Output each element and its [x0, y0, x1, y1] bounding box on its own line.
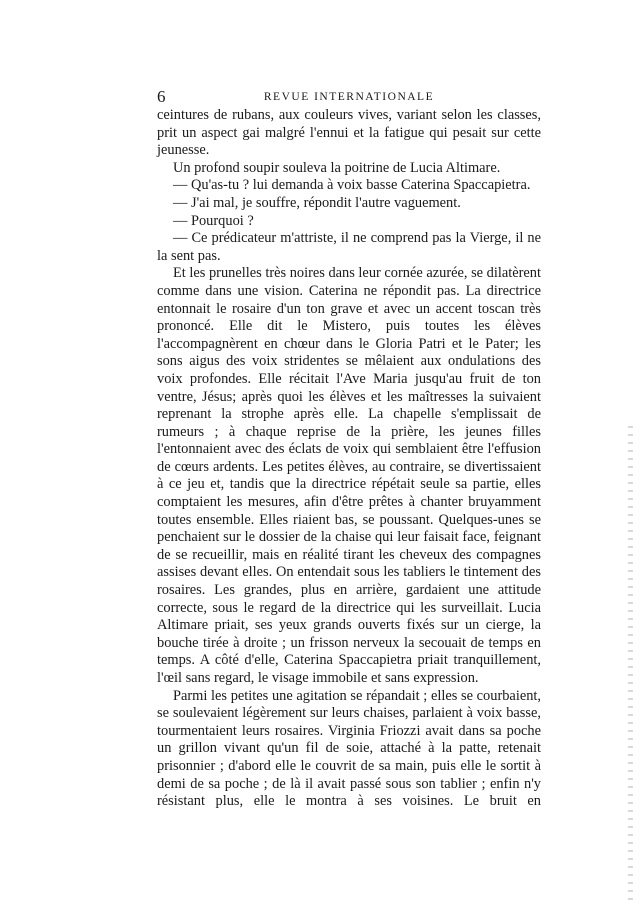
paragraph: Un profond soupir souleva la poitrine de Lucia Altimare. — [173, 159, 501, 176]
running-title: REVUE INTERNATIONALE — [263, 91, 435, 103]
page-number: 6 — [157, 87, 166, 106]
paragraph-continuation: ceintures de rubans, aux couleurs vives, variant selon les classes, prit un aspect gai malgré l'ennui et la fatigue qui pesait sur cette jeunesse. — [157, 107, 541, 159]
dialogue-line: — J'ai mal, je souffre, répondit l'autre vaguement. — [173, 194, 461, 211]
page-edge-shadow — [628, 420, 633, 900]
dialogue-line: — Ce prédicateur m'attriste, il ne comprend pas la Vierge, il ne la sent pas. — [157, 230, 541, 264]
page-body — [157, 107, 541, 811]
paragraph: Et les prunelles très noires dans leur cornée azurée, se dilatèrent comme dans une vision. Caterina ne répondit pas. La directrice entonnait le rosaire d'un ton grave et avec un accent toscan très prononcé. Elle dit le Mistero, puis toutes les élèves l'accompagnèrent en chœur dans le Gloria Patri et le Pater; les sons aigus des voix stridentes se mêlaient aux ondulations des voix profondes. Elle récitait l'Ave Maria jusqu'au fruit de ton ventre, Jésus; après quoi les élèves et les maîtresses la suivaient reprenant la strophe après elle. La chapelle s'emplissait de rumeurs ; à chaque reprise de la prière, les jeunes filles l'entonnaient avec des éclats de voix qui semblaient être l'effusion de cœurs ardents. Les petites élèves, au contraire, se divertissaient à ce jeu et, tandis que la directrice répétait seule sa partie, elles comptaient les mesures, afin d'être prêtes à chanter bruyamment toutes ensemble. Elles riaient bas, se poussant. Quelques-unes se penchaient sur le dossier de la chaise qui leur faisait face, feignant de se recueillir, mais en réalité tirant les cheveux des compagnes assises devant elles. On entendait sous les tabliers le tintement des rosaires. Les grandes, plus en arrière, gardaient une attitude correcte, sous le regard de la directrice qui les surveillait. Lucia Altimare priait, ses yeux grands ouverts fixés sur un cierge, la bouche tirée à droite ; un frisson nerveux la secouait de temps en temps. A côté d'elle, Caterina Spaccapietra priait tranquillement, l'œil sans regard, le visage immobile et sans expression. — [157, 265, 542, 686]
paragraph: Parmi les petites une agitation se répandait ; elles se courbaient, se soulevaient légèrement sur leurs chaises, parlaient à voix basse, tourmentaient leurs rosaires. Virginia Friozzi avait dans sa poche un grillon vivant qu'un fil de soie, attaché à la patte, retenait prisonnier ; d'abord elle le couvrit de sa main, puis elle le sortit à demi de sa poche ; de là il avait passé sous son tablier ; enfin n'y résistant plus, elle le montra à ses voisines. Le bruit en — [157, 687, 541, 810]
dialogue-line: — Qu'as-tu ? lui demanda à voix basse Caterina Spaccapietra. — [173, 177, 531, 194]
dialogue-line: — Pourquoi ? — [173, 212, 254, 229]
running-header — [157, 87, 541, 107]
